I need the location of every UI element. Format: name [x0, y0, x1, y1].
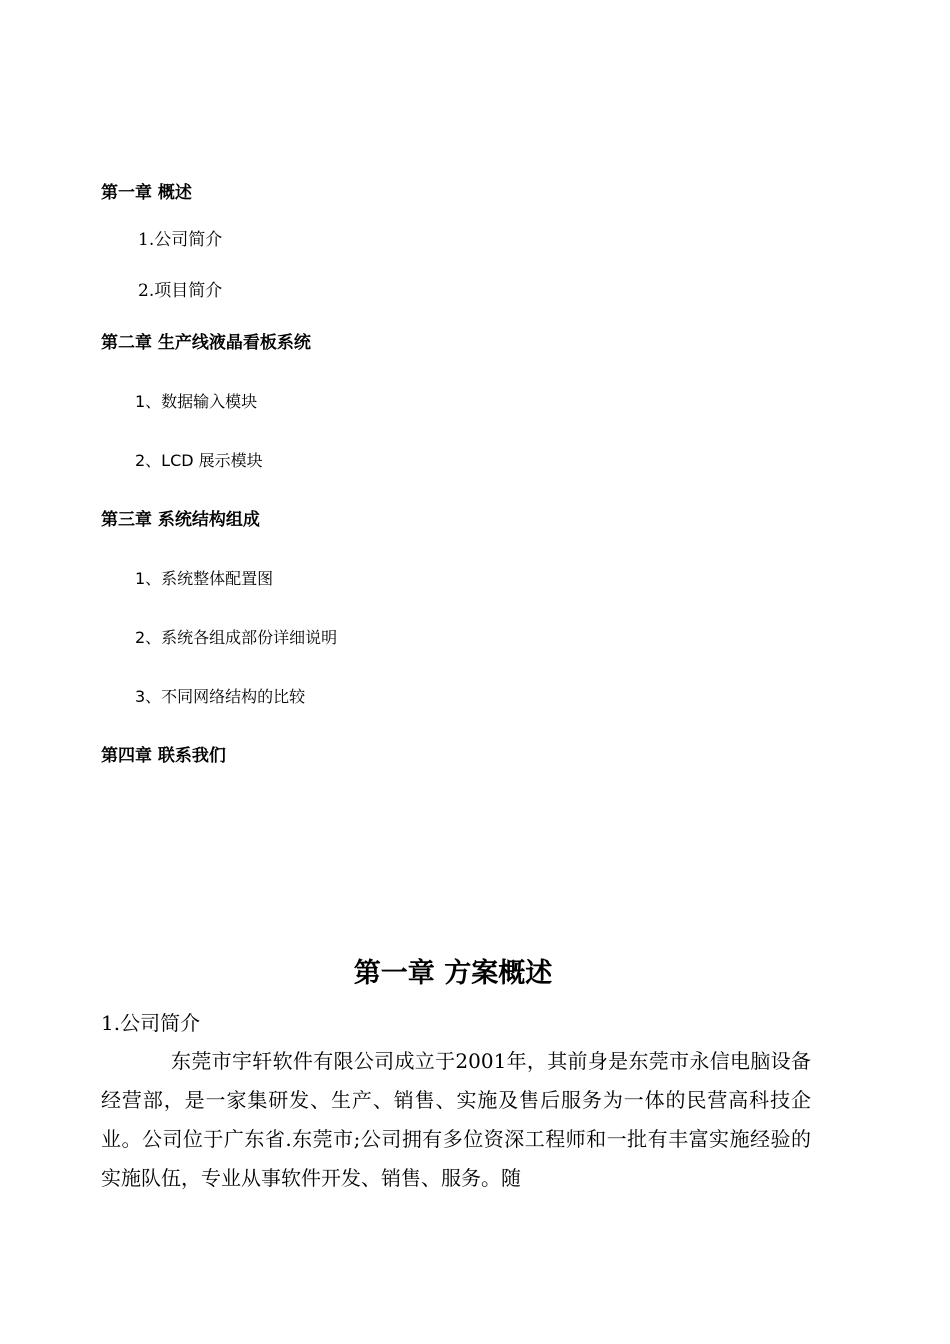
section-heading: 1.公司简介	[101, 1011, 201, 1035]
toc-item-component-details: 2、系统各组成部份详细说明	[135, 628, 338, 647]
toc-item-network-comparison: 3、不同网络结构的比较	[135, 687, 306, 706]
toc-item-project-intro: 2.项目简介	[138, 281, 223, 301]
toc-chapter-3: 第三章 系统结构组成	[101, 510, 260, 530]
toc-item-system-config: 1、系统整体配置图	[135, 569, 274, 588]
toc-chapter-4: 第四章 联系我们	[101, 746, 226, 766]
body-paragraph: 东莞市宇轩软件有限公司成立于2001年，其前身是东莞市永信电脑设备经营部，是一家集研发、生产、销售、实施及售后服务为一体的民营高科技企业。公司位于广东省.东莞市;公司拥有多位资深工程师和一批有丰富实施经验的实施队伍，专业从事软件开发、销售、服务。随	[101, 1049, 811, 1190]
chapter-heading: 第一章 方案概述	[353, 958, 553, 989]
toc-chapter-2: 第二章 生产线液晶看板系统	[101, 333, 311, 353]
toc-chapter-1: 第一章 概述	[101, 183, 192, 203]
toc-item-company-intro: 1.公司简介	[138, 230, 223, 250]
toc-item-data-input: 1、数据输入模块	[135, 392, 258, 411]
toc-item-lcd-display: 2、LCD 展示模块	[135, 451, 263, 470]
